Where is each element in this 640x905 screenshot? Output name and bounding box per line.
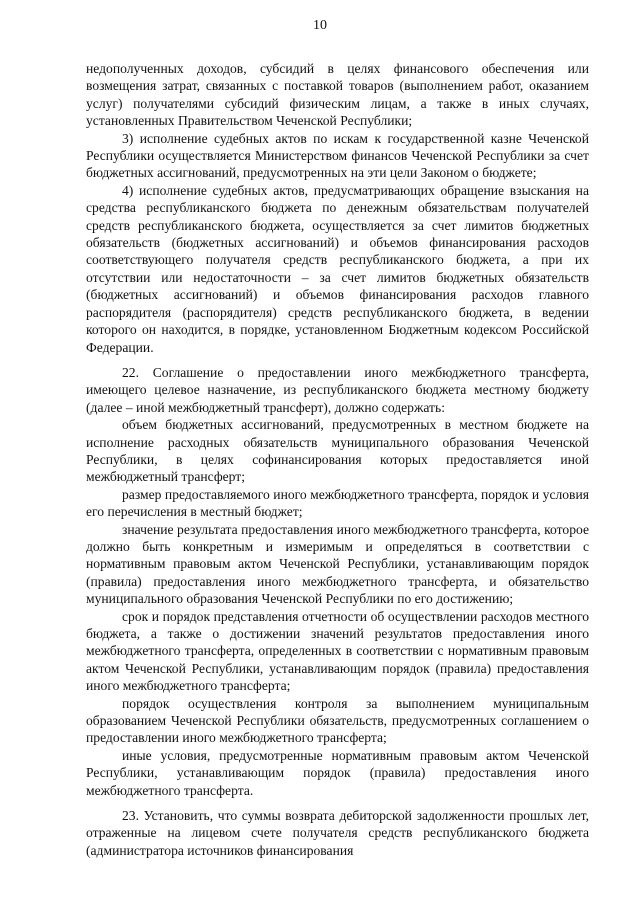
document-body	[86, 60, 589, 859]
paragraph-clause-23: 23. Установить, что суммы возврата дебиторской задолженности прошлых лет, отраженные на лицевом счете получателя средств республиканского бюджета (администратора источников финансирования	[86, 808, 589, 858]
paragraph-clause-22-volume: объем бюджетных ассигнований, предусмотренных в местном бюджете на исполнение расходных обязательств муниципального образования Чеченской Республики, в целях софинансирования которых предоставляется иной межбюджетный трансферт;	[86, 417, 589, 485]
paragraph-clause-22: 22. Соглашение о предоставлении иного межбюджетного трансферта, имеющего целевое назначение, из республиканского бюджета местному бюджету (далее – иной межбюджетный трансферт), должно содержать:	[86, 364, 589, 415]
paragraph-clause-22-control: порядок осуществления контроля за выполнением муниципальным образованием Чеченской Республики обязательств, предусмотренных соглашением о предоставлении иного межбюджетного трансферта;	[86, 695, 589, 746]
paragraph-item-3: 3) исполнение судебных актов по искам к государственной казне Чеченской Республики осуществляется Министерством финансов Чеченской Республики за счет бюджетных ассигнований, предусмотренных на эти цели Законом о бюджете;	[86, 130, 589, 181]
paragraph-clause-22-other: иные условия, предусмотренные нормативным правовым актом Чеченской Республики, устанавливающим порядок (правила) предоставления иного межбюджетного трансферта.	[86, 747, 589, 798]
paragraph-clause-22-size: размер предоставляемого иного межбюджетного трансферта, порядок и условия его перечисления в местный бюджет;	[86, 486, 589, 520]
paragraph-continuation: недополученных доходов, субсидий в целях финансового обеспечения или возмещения затрат, связанных с поставкой товаров (выполнением работ, оказанием услуг) получателями субсидий физическим лицам, а также в иных случаях, установленных Правительством Чеченской Республики;	[86, 61, 589, 129]
paragraph-clause-22-result: значение результата предоставления иного межбюджетного трансферта, которое должно быть конкретным и измеримым и определяться в соответствии с нормативным правовым актом Чеченской Республики, устанавливающим порядок (правила) предоставления иного межбюджетного трансферта, и обязательство муниципального образования Чеченской Республики по его достижению;	[86, 521, 589, 607]
paragraph-clause-22-reporting: срок и порядок представления отчетности об осуществлении расходов местного бюджета, а также о достижении значений результатов предоставления иного межбюджетного трансферта, определенных в соответствии с нормативным правовым актом Чеченской Республики, устанавливающим порядок (правила) предоставления иного межбюджетного трансферта;	[86, 608, 589, 694]
page-number: 10	[313, 18, 327, 33]
paragraph-item-4: 4) исполнение судебных актов, предусматривающих обращение взыскания на средства республиканского бюджета по денежным обязательствам получателей средств республиканского бюджета, осуществляется за счет лимитов бюджетных обязательств (бюджетных ассигнований) и объемов финансирования расходов соответствующего получателя средств республиканского бюджета, а при их отсутствии или недостаточности – за счет лимитов бюджетных обязательств (бюджетных ассигнований) и объемов финансирования расходов главного распорядителя (распорядителя) средств республиканского бюджета, в ведении которого он находится, в порядке, установленном Бюджетным кодексом Российской Федерации.	[86, 182, 589, 355]
